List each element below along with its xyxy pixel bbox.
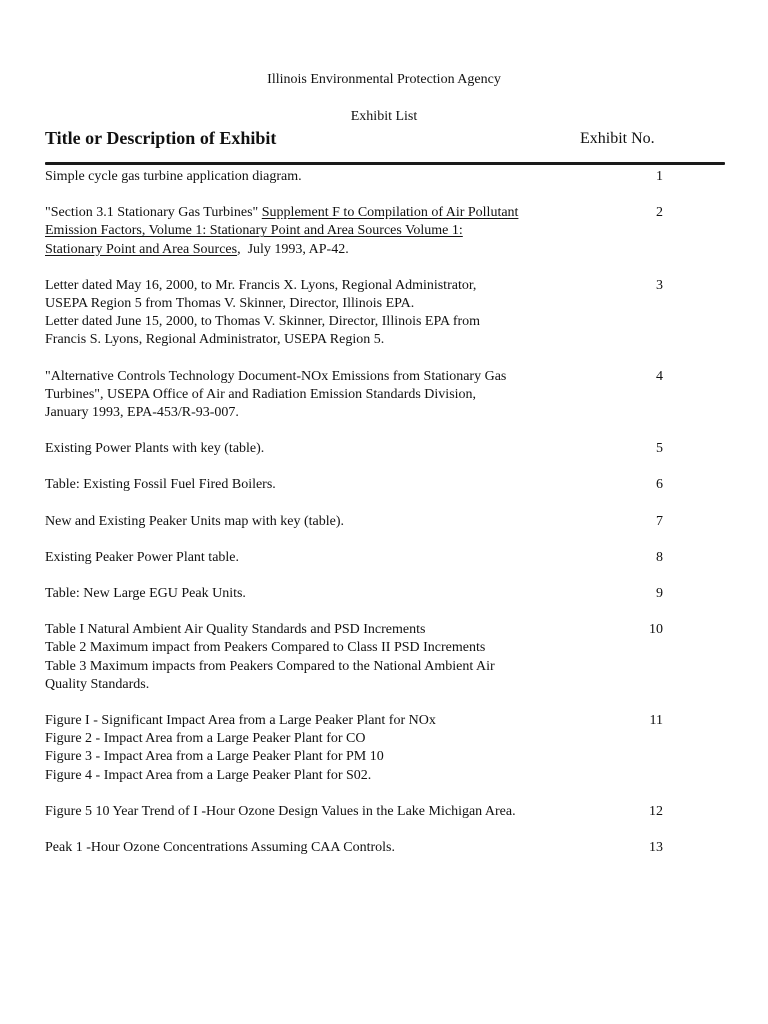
exhibit-line: Figure 2 - Impact Area from a Large Peaker Plant for CO (45, 731, 366, 747)
exhibit-description (45, 277, 605, 350)
exhibit-description (45, 585, 605, 603)
heading-divider (45, 162, 725, 165)
exhibit-entry (45, 585, 665, 603)
exhibit-line: "Alternative Controls Technology Document-NOx Emissions from Stationary Gas (45, 368, 507, 384)
exhibit-description (45, 440, 605, 458)
exhibit-line: Turbines", USEPA Office of Air and Radiation Emission Standards Division, (45, 386, 477, 402)
document-subtitle: Exhibit List (350, 109, 418, 124)
exhibit-number: 1 (656, 169, 663, 184)
exhibit-line (45, 204, 605, 222)
exhibit-entry (45, 549, 665, 567)
exhibit-number: 6 (656, 477, 663, 493)
exhibit-line: Figure 3 - Impact Area from a Large Peaker Plant for PM 10 (45, 749, 384, 765)
exhibit-line: Letter dated June 15, 2000, to Thomas V. Skinner, Director, Illinois EPA from (45, 314, 481, 330)
column-heading-title: Title or Description of Exhibit (45, 128, 277, 148)
exhibit-number: 5 (656, 441, 663, 457)
exhibit-line: Peak 1 -Hour Ozone Concentrations Assuming CAA Controls. (45, 840, 395, 856)
exhibit-entry (45, 621, 665, 694)
exhibit-line: Quality Standards. (45, 676, 150, 692)
exhibit-line: Francis S. Lyons, Regional Administrator, USEPA Region 5. (45, 332, 385, 348)
exhibit-number: 10 (649, 622, 663, 638)
exhibit-description (45, 168, 605, 186)
column-heading-exhibit-no: Exhibit No. (580, 130, 655, 147)
exhibit-line: New and Existing Peaker Units map with key (table). (45, 513, 344, 529)
exhibit-number: 8 (656, 549, 663, 565)
agency-name: Illinois Environmental Protection Agency (267, 72, 501, 87)
publication-title: Supplement F to Compilation of Air Pollutant (261, 205, 519, 221)
exhibit-description (45, 204, 605, 259)
exhibit-line (45, 222, 605, 240)
exhibit-entry (45, 440, 665, 458)
exhibit-number: 3 (656, 277, 663, 293)
exhibit-description (45, 839, 605, 857)
exhibit-line: Table 3 Maximum impacts from Peakers Compared to the National Ambient Air (45, 658, 495, 674)
exhibit-line: January 1993, EPA-453/R-93-007. (45, 405, 239, 421)
publication-title: Emission Factors, Volume 1: Stationary Point and Area Sources Volume 1: (45, 223, 463, 239)
exhibit-entry (45, 277, 665, 350)
exhibit-entry (45, 712, 665, 785)
exhibit-line: Existing Power Plants with key (table). (45, 441, 265, 457)
exhibit-number: 2 (656, 205, 663, 221)
exhibit-text: "Section 3.1 Stationary Gas Turbines" (45, 205, 262, 221)
exhibit-line: USEPA Region 5 from Thomas V. Skinner, Director, Illinois EPA. (45, 296, 415, 312)
exhibit-description (45, 513, 605, 531)
exhibit-line: Table: New Large EGU Peak Units. (45, 586, 246, 602)
exhibit-description (45, 621, 605, 694)
exhibit-entry (45, 803, 665, 821)
exhibit-number: 13 (649, 840, 663, 856)
exhibit-list (45, 168, 665, 875)
exhibit-entry (45, 839, 665, 857)
exhibit-text: , July 1993, AP-42. (237, 241, 349, 257)
exhibit-line: Table 2 Maximum impact from Peakers Compared to Class II PSD Increments (45, 640, 486, 656)
exhibit-entry (45, 513, 665, 531)
exhibit-line: Figure 4 - Impact Area from a Large Peaker Plant for S02. (45, 767, 372, 783)
exhibit-line: Existing Peaker Power Plant table. (45, 549, 240, 565)
exhibit-description (45, 368, 605, 423)
exhibit-description (45, 549, 605, 567)
exhibit-number: 9 (656, 586, 663, 602)
exhibit-line: Figure 5 10 Year Trend of I -Hour Ozone Design Values in the Lake Michigan Area. (45, 803, 516, 819)
exhibit-line: Simple cycle gas turbine application diagram. (45, 169, 302, 184)
exhibit-entry (45, 168, 665, 186)
exhibit-number: 12 (649, 803, 663, 819)
exhibit-line: Table: Existing Fossil Fuel Fired Boilers. (45, 477, 276, 493)
exhibit-description (45, 476, 605, 494)
exhibit-entry (45, 368, 665, 423)
exhibit-number: 4 (656, 368, 663, 384)
exhibit-number: 7 (656, 513, 663, 529)
exhibit-line (45, 241, 605, 259)
exhibit-entry (45, 476, 665, 494)
exhibit-description (45, 712, 605, 785)
exhibit-description (45, 803, 605, 821)
exhibit-number: 11 (649, 713, 663, 729)
exhibit-entry (45, 204, 665, 259)
publication-title: Stationary Point and Area Sources (45, 241, 238, 257)
exhibit-line: Letter dated May 16, 2000, to Mr. Francis X. Lyons, Regional Administrator, (45, 277, 477, 293)
exhibit-line: Figure I - Significant Impact Area from a Large Peaker Plant for NOx (45, 713, 436, 729)
exhibit-line: Table I Natural Ambient Air Quality Standards and PSD Increments (45, 622, 426, 638)
